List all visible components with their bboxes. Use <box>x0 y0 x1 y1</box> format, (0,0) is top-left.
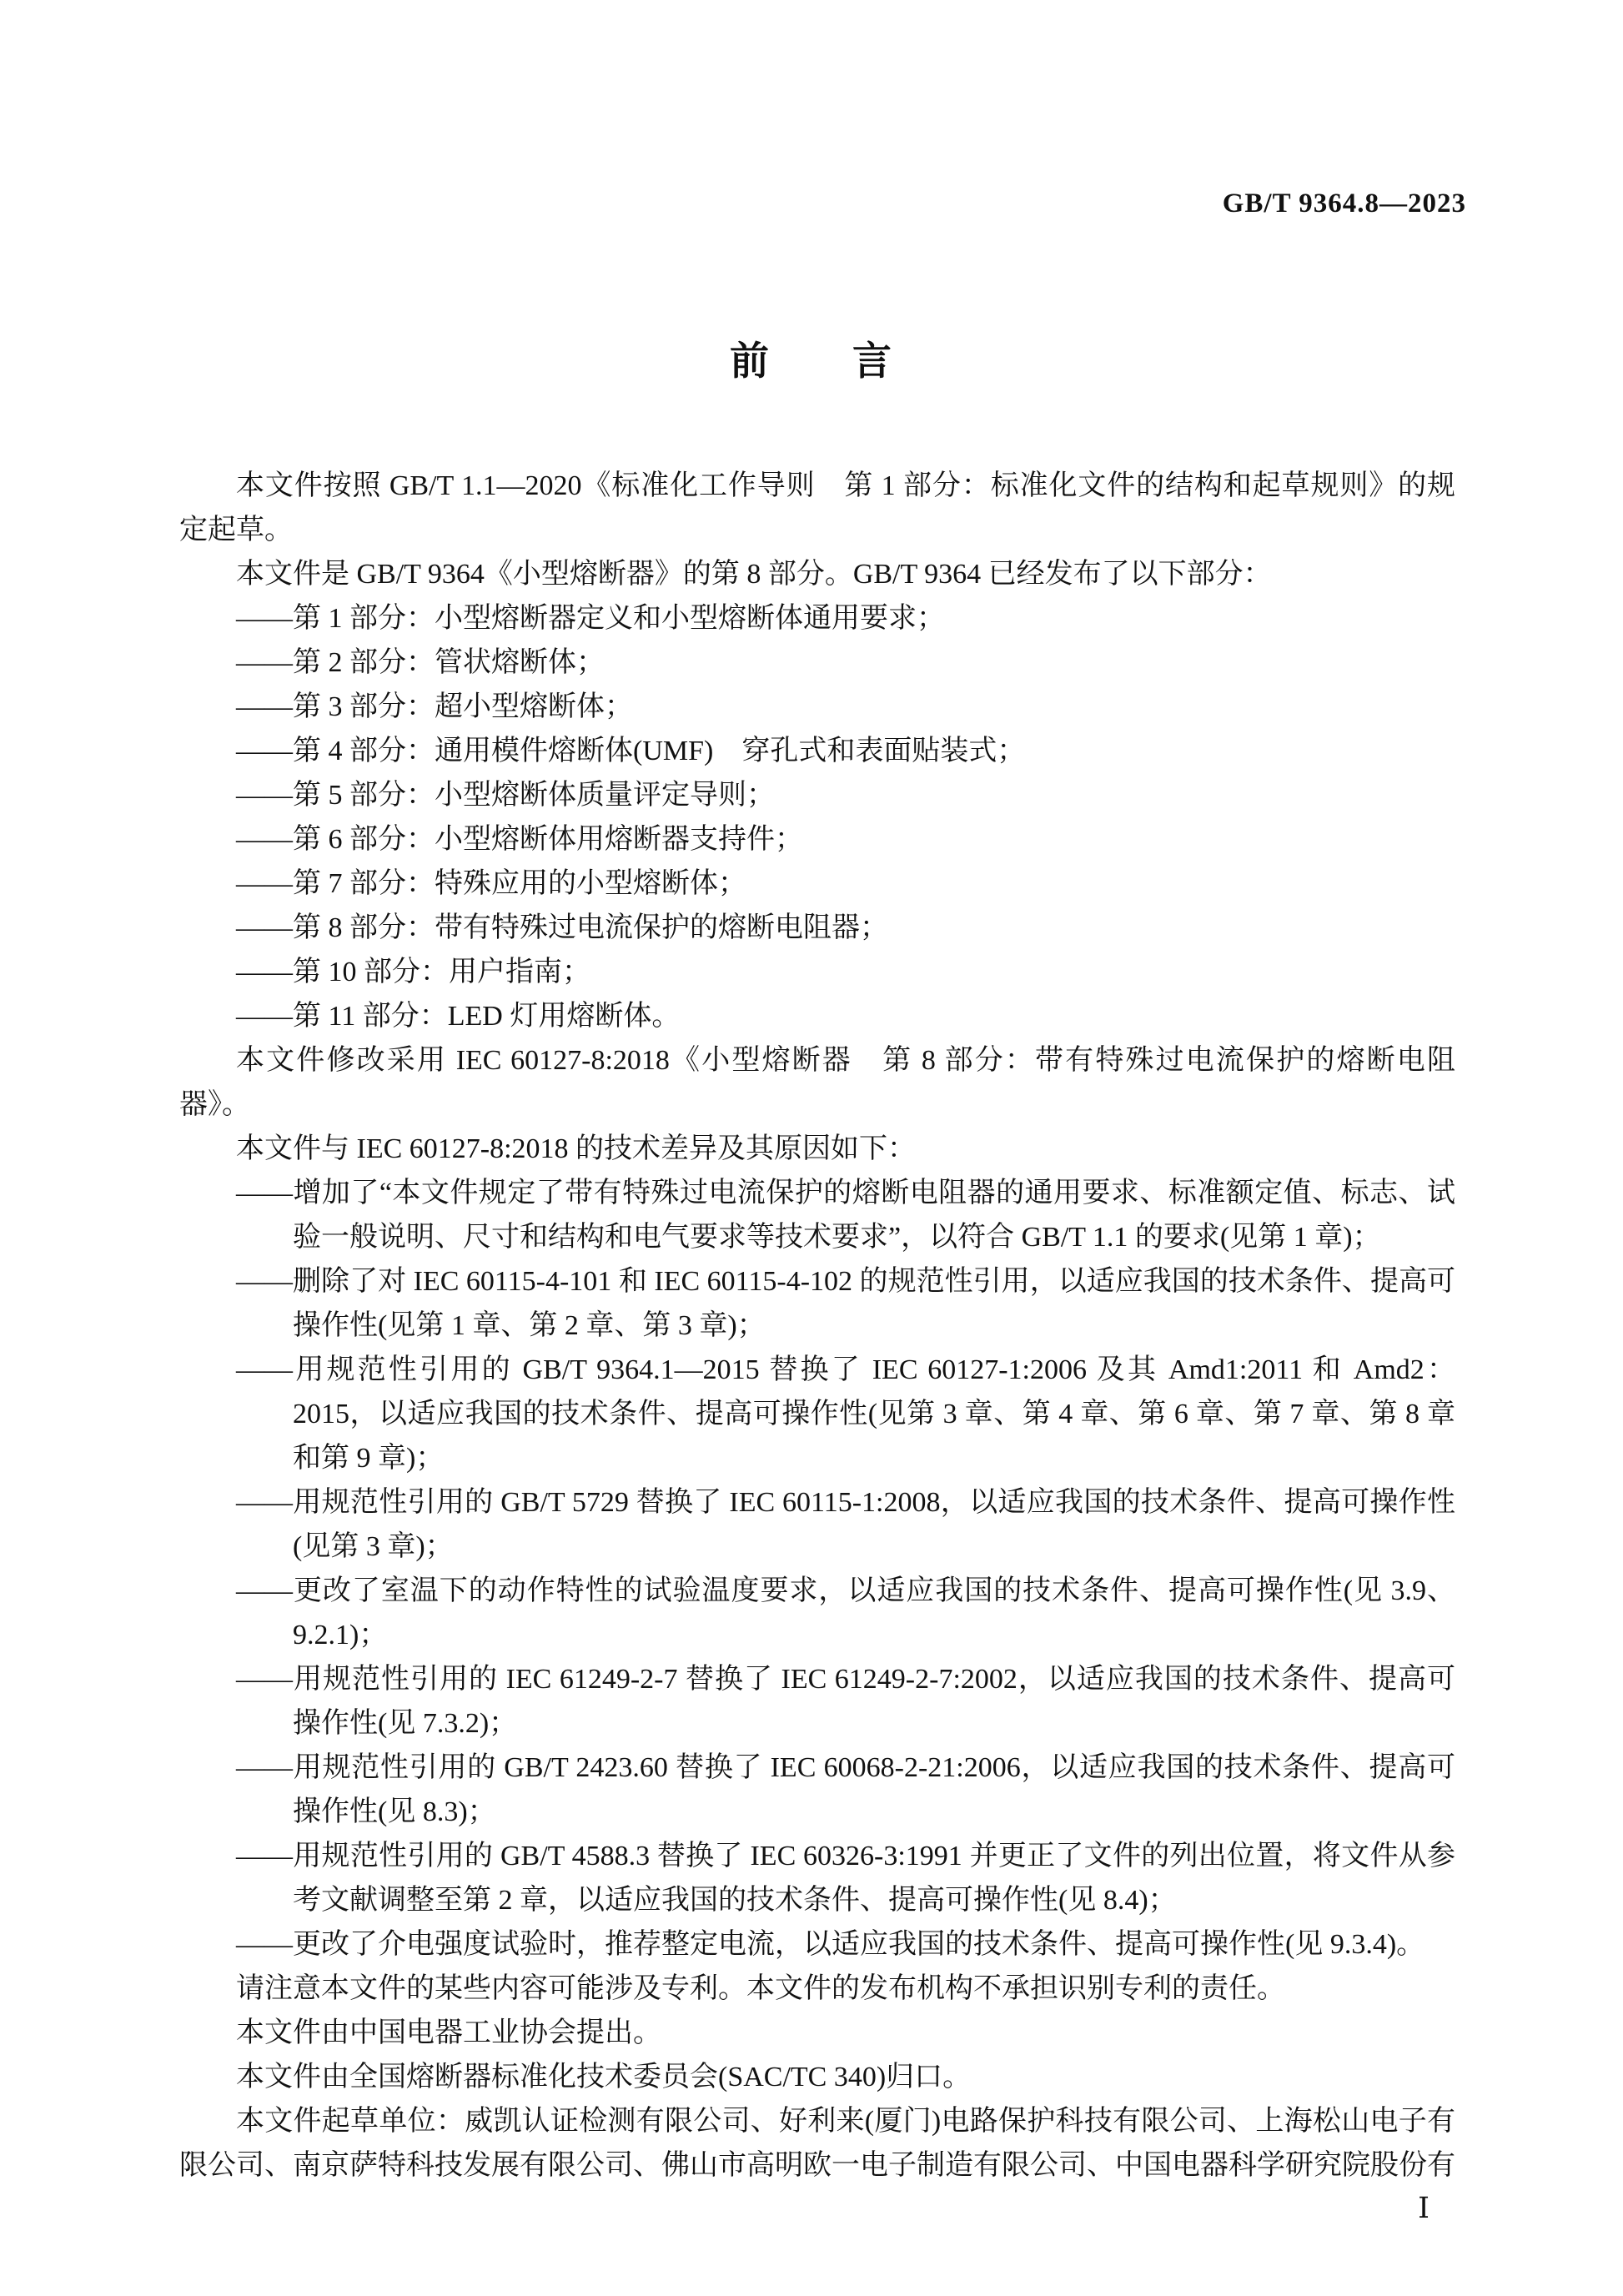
paragraph: 本文件是 GB/T 9364《小型熔断器》的第 8 部分。GB/T 9364 已经发布了以下部分： <box>236 559 1272 590</box>
part-list-item: ——第 11 部分：LED 灯用熔断体。 <box>236 1001 681 1032</box>
part-list-item: ——第 10 部分：用户指南； <box>236 957 590 987</box>
part-list-item: ——第 7 部分：特殊应用的小型熔断体； <box>236 868 746 899</box>
difference-item: ——用规范性引用的 GB/T 9364.1—2015 替换了 IEC 60127-1:2006 及其 Amd1:2011 和 Amd2：2015，以适应我国的技术条件、提高可操作性(见第 3 章、第 4 章、第 6 章、第 7 章、第 8 章和第 9 章)； <box>236 1354 1455 1474</box>
page-title: 前 言 <box>730 339 893 383</box>
part-list-item: ——第 2 部分：管状熔断体； <box>236 647 605 678</box>
part-list-item: ——第 3 部分：超小型熔断体； <box>236 691 633 722</box>
standard-number: GB/T 9364.8—2023 <box>1222 188 1466 219</box>
part-list-item: ——第 4 部分：通用模件熔断体(UMF) 穿孔式和表面贴装式； <box>236 736 1026 766</box>
difference-item: ——增加了“本文件规定了带有特殊过电流保护的熔断电阻器的通用要求、标准额定值、标志、试验一般说明、尺寸和结构和电气要求等技术要求”，以符合 GB/T 1.1 的要求(见第 1 章)； <box>236 1178 1455 1253</box>
part-list-item: ——第 1 部分：小型熔断器定义和小型熔断体通用要求； <box>236 603 945 634</box>
part-list-item: ——第 6 部分：小型熔断体用熔断器支持件； <box>236 824 803 855</box>
paragraph: 本文件与 IEC 60127-8:2018 的技术差异及其原因如下： <box>236 1133 917 1164</box>
difference-item: ——更改了介电强度试验时，推荐整定电流，以适应我国的技术条件、提高可操作性(见 9.3.4)。 <box>236 1929 1425 1960</box>
paragraph: 本文件由全国熔断器标准化技术委员会(SAC/TC 340)归口。 <box>236 2062 972 2093</box>
paragraph: 本文件按照 GB/T 1.1—2020《标准化工作导则 第 1 部分：标准化文件的结构和起草规则》的规定起草。 <box>179 470 1455 545</box>
difference-item: ——用规范性引用的 GB/T 4588.3 替换了 IEC 60326-3:1991 并更正了文件的列出位置，将文件从参考文献调整至第 2 章，以适应我国的技术条件、提高可操作性(见 8.4)； <box>236 1841 1455 1916</box>
part-list-item: ——第 8 部分：带有特殊过电流保护的熔断电阻器； <box>236 912 888 943</box>
paragraph: 本文件修改采用 IEC 60127-8:2018《小型熔断器 第 8 部分：带有特殊过电流保护的熔断电阻器》。 <box>179 1045 1455 1120</box>
paragraph: 本文件由中国电器工业协会提出。 <box>236 2017 661 2048</box>
difference-item: ——用规范性引用的 GB/T 2423.60 替换了 IEC 60068-2-21:2006，以适应我国的技术条件、提高可操作性(见 8.3)； <box>236 1752 1455 1827</box>
paragraph: 请注意本文件的某些内容可能涉及专利。本文件的发布机构不承担识别专利的责任。 <box>236 1973 1285 2004</box>
difference-item: ——用规范性引用的 GB/T 5729 替换了 IEC 60115-1:2008，以适应我国的技术条件、提高可操作性(见第 3 章)； <box>236 1487 1455 1562</box>
page-number: Ⅰ <box>1418 2192 1430 2224</box>
foreword-body <box>179 464 1455 2188</box>
part-list-item: ——第 5 部分：小型熔断体质量评定导则； <box>236 780 775 811</box>
paragraph: 本文件起草单位：威凯认证检测有限公司、好利来(厦门)电路保护科技有限公司、上海松山电子有限公司、南京萨特科技发展有限公司、佛山市高明欧一电子制造有限公司、中国电器科学研究院股份有 <box>179 2106 1455 2181</box>
difference-item: ——删除了对 IEC 60115-4-101 和 IEC 60115-4-102 的规范性引用，以适应我国的技术条件、提高可操作性(见第 1 章、第 2 章、第 3 章)； <box>236 1266 1455 1341</box>
difference-item: ——更改了室温下的动作特性的试验温度要求，以适应我国的技术条件、提高可操作性(见 3.9、9.2.1)； <box>236 1575 1455 1650</box>
difference-item: ——用规范性引用的 IEC 61249-2-7 替换了 IEC 61249-2-7:2002，以适应我国的技术条件、提高可操作性(见 7.3.2)； <box>236 1664 1455 1739</box>
